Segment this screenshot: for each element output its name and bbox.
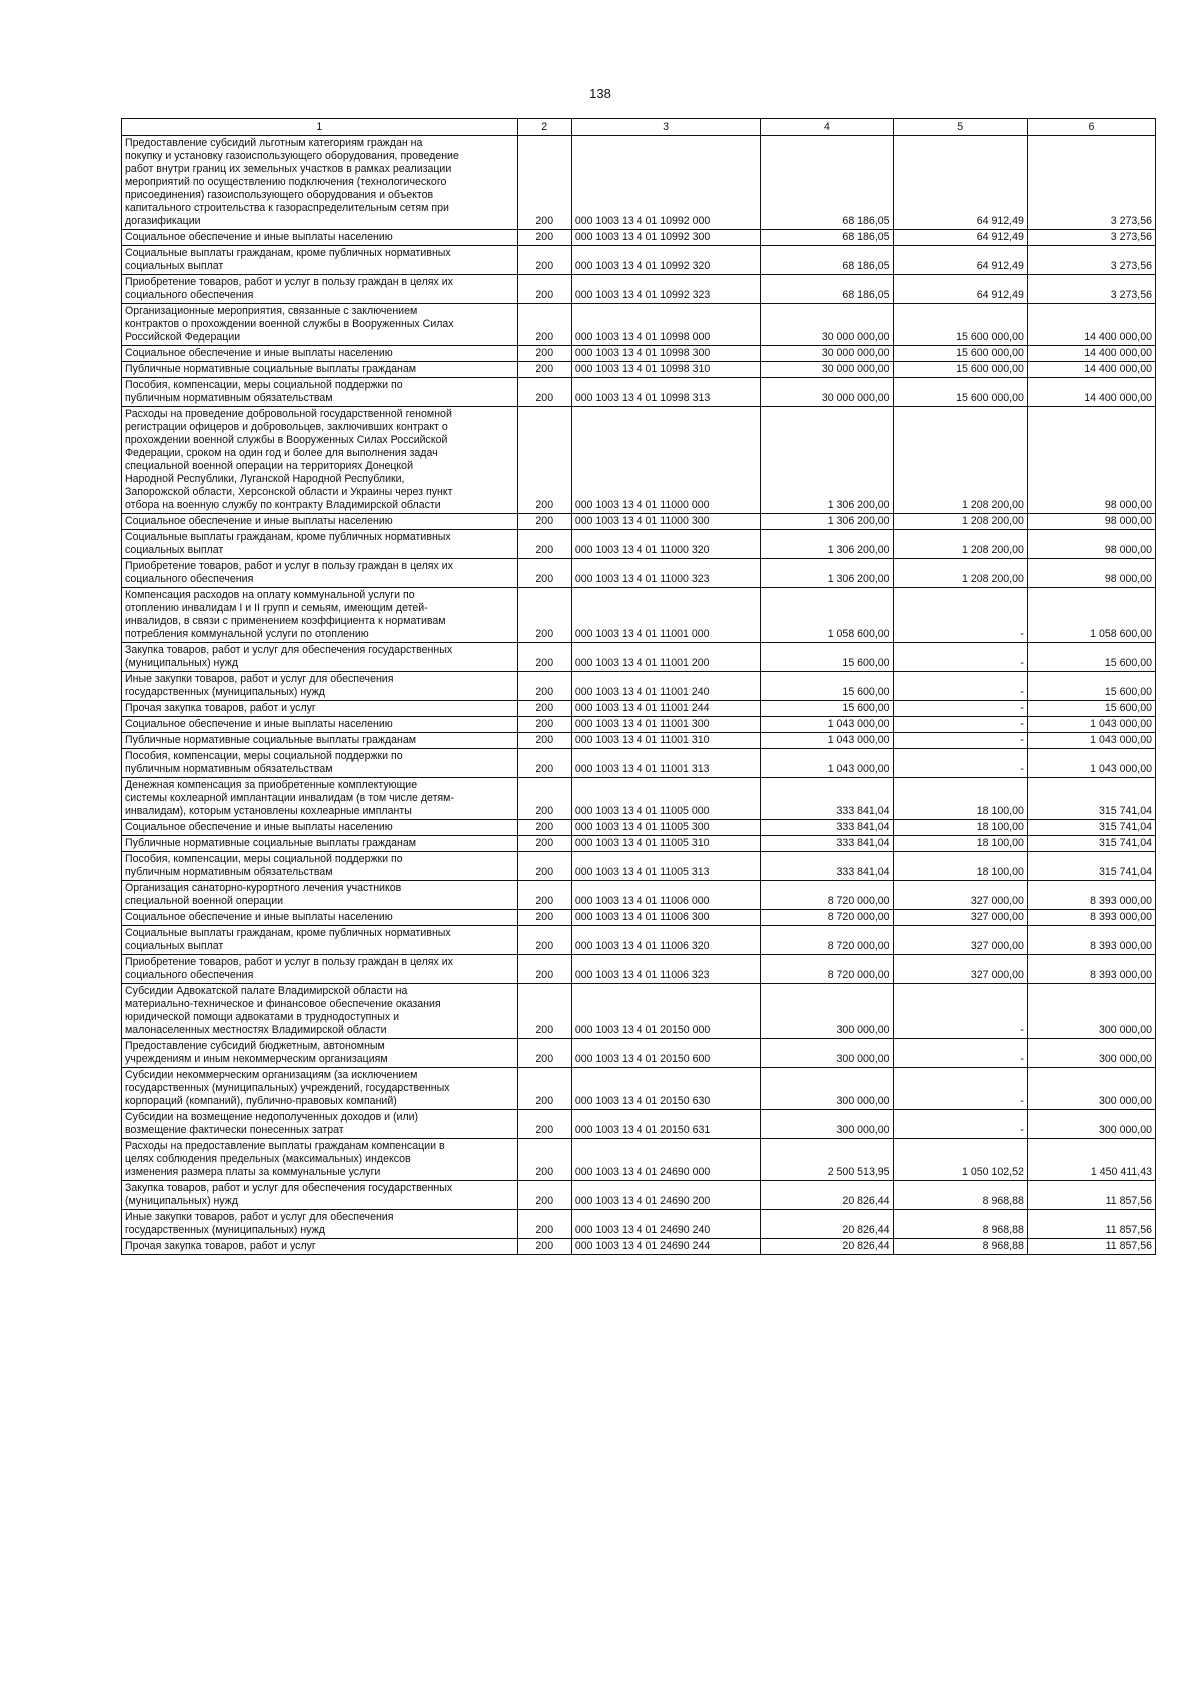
row-approved-amount: 1 306 200,00 bbox=[761, 407, 893, 514]
row-description: Публичные нормативные социальные выплаты гражданам bbox=[122, 836, 518, 852]
row-approved-amount: 68 186,05 bbox=[761, 230, 893, 246]
row-budget-code: 000 1003 13 4 01 11005 000 bbox=[571, 778, 761, 820]
row-line-code: 200 bbox=[517, 514, 571, 530]
row-budget-code: 000 1003 13 4 01 11005 313 bbox=[571, 852, 761, 881]
table-row bbox=[122, 362, 1156, 378]
table-row bbox=[122, 1239, 1156, 1255]
row-line-code: 200 bbox=[517, 717, 571, 733]
row-approved-amount: 68 186,05 bbox=[761, 275, 893, 304]
row-line-code: 200 bbox=[517, 836, 571, 852]
row-approved-amount: 333 841,04 bbox=[761, 778, 893, 820]
row-budget-code: 000 1003 13 4 01 10998 000 bbox=[571, 304, 761, 346]
row-description: Прочая закупка товаров, работ и услуг bbox=[122, 1239, 518, 1255]
table-row bbox=[122, 346, 1156, 362]
row-unexecuted-amount: 8 393 000,00 bbox=[1027, 955, 1155, 984]
row-description: Социальное обеспечение и иные выплаты населению bbox=[122, 514, 518, 530]
row-approved-amount: 333 841,04 bbox=[761, 852, 893, 881]
table-row bbox=[122, 1139, 1156, 1181]
row-line-code: 200 bbox=[517, 733, 571, 749]
row-description: Публичные нормативные социальные выплаты гражданам bbox=[122, 362, 518, 378]
row-description: Расходы на проведение добровольной государственной геномной регистрации офицеров и добровольцев, заключивших контракт о прохождении военной службы в Вооруженных Силах Российской Федерации, сроком на один год и более для выполнения задач специальной военной операции на территориях Донецкой Народной Республики, Луганской Народной Республики, Запорожской области, Херсонской области и Украины через пункт отбора на военную службу по контракту Владимирской области bbox=[122, 407, 518, 514]
row-line-code: 200 bbox=[517, 926, 571, 955]
row-approved-amount: 20 826,44 bbox=[761, 1239, 893, 1255]
row-approved-amount: 30 000 000,00 bbox=[761, 362, 893, 378]
row-description: Приобретение товаров, работ и услуг в пользу граждан в целях их социального обеспечения bbox=[122, 955, 518, 984]
row-line-code: 200 bbox=[517, 588, 571, 643]
row-executed-amount: 15 600 000,00 bbox=[893, 378, 1027, 407]
table-row bbox=[122, 304, 1156, 346]
row-executed-amount: 327 000,00 bbox=[893, 926, 1027, 955]
row-line-code: 200 bbox=[517, 1068, 571, 1110]
row-approved-amount: 300 000,00 bbox=[761, 1039, 893, 1068]
row-executed-amount: - bbox=[893, 1039, 1027, 1068]
row-approved-amount: 333 841,04 bbox=[761, 820, 893, 836]
row-executed-amount: - bbox=[893, 733, 1027, 749]
row-line-code: 200 bbox=[517, 559, 571, 588]
row-approved-amount: 15 600,00 bbox=[761, 643, 893, 672]
row-description: Закупка товаров, работ и услуг для обеспечения государственных (муниципальных) нужд bbox=[122, 643, 518, 672]
row-budget-code: 000 1003 13 4 01 11001 310 bbox=[571, 733, 761, 749]
row-unexecuted-amount: 14 400 000,00 bbox=[1027, 346, 1155, 362]
row-description: Пособия, компенсации, меры социальной поддержки по публичным нормативным обязательствам bbox=[122, 852, 518, 881]
row-line-code: 200 bbox=[517, 955, 571, 984]
row-budget-code: 000 1003 13 4 01 10992 000 bbox=[571, 136, 761, 230]
row-line-code: 200 bbox=[517, 1210, 571, 1239]
row-description: Социальное обеспечение и иные выплаты населению bbox=[122, 910, 518, 926]
row-budget-code: 000 1003 13 4 01 11000 320 bbox=[571, 530, 761, 559]
row-executed-amount: - bbox=[893, 1068, 1027, 1110]
row-approved-amount: 30 000 000,00 bbox=[761, 346, 893, 362]
row-executed-amount: 64 912,49 bbox=[893, 230, 1027, 246]
row-description: Иные закупки товаров, работ и услуг для обеспечения государственных (муниципальных) нужд bbox=[122, 1210, 518, 1239]
table-row bbox=[122, 1068, 1156, 1110]
header-cell: 6 bbox=[1027, 119, 1155, 136]
row-approved-amount: 300 000,00 bbox=[761, 1110, 893, 1139]
row-budget-code: 000 1003 13 4 01 10992 323 bbox=[571, 275, 761, 304]
table-row bbox=[122, 378, 1156, 407]
row-unexecuted-amount: 300 000,00 bbox=[1027, 1110, 1155, 1139]
row-line-code: 200 bbox=[517, 362, 571, 378]
row-budget-code: 000 1003 13 4 01 11005 300 bbox=[571, 820, 761, 836]
row-description: Организационные мероприятия, связанные с заключением контрактов о прохождении военной службы в Вооруженных Силах Российской Федерации bbox=[122, 304, 518, 346]
row-description: Иные закупки товаров, работ и услуг для обеспечения государственных (муниципальных) нужд bbox=[122, 672, 518, 701]
row-unexecuted-amount: 300 000,00 bbox=[1027, 1039, 1155, 1068]
row-line-code: 200 bbox=[517, 1181, 571, 1210]
row-budget-code: 000 1003 13 4 01 11006 323 bbox=[571, 955, 761, 984]
table-row bbox=[122, 749, 1156, 778]
row-description: Прочая закупка товаров, работ и услуг bbox=[122, 701, 518, 717]
row-unexecuted-amount: 14 400 000,00 bbox=[1027, 362, 1155, 378]
row-budget-code: 000 1003 13 4 01 24690 000 bbox=[571, 1139, 761, 1181]
row-budget-code: 000 1003 13 4 01 11006 320 bbox=[571, 926, 761, 955]
row-budget-code: 000 1003 13 4 01 11001 300 bbox=[571, 717, 761, 733]
row-approved-amount: 2 500 513,95 bbox=[761, 1139, 893, 1181]
row-unexecuted-amount: 3 273,56 bbox=[1027, 246, 1155, 275]
row-approved-amount: 20 826,44 bbox=[761, 1181, 893, 1210]
row-budget-code: 000 1003 13 4 01 11001 313 bbox=[571, 749, 761, 778]
row-unexecuted-amount: 315 741,04 bbox=[1027, 852, 1155, 881]
row-unexecuted-amount: 3 273,56 bbox=[1027, 275, 1155, 304]
row-line-code: 200 bbox=[517, 881, 571, 910]
table-row bbox=[122, 559, 1156, 588]
row-budget-code: 000 1003 13 4 01 11005 310 bbox=[571, 836, 761, 852]
row-executed-amount: 8 968,88 bbox=[893, 1181, 1027, 1210]
row-unexecuted-amount: 11 857,56 bbox=[1027, 1210, 1155, 1239]
table-row bbox=[122, 733, 1156, 749]
table-row bbox=[122, 778, 1156, 820]
row-executed-amount: 15 600 000,00 bbox=[893, 304, 1027, 346]
header-cell: 3 bbox=[571, 119, 761, 136]
row-line-code: 200 bbox=[517, 701, 571, 717]
row-approved-amount: 8 720 000,00 bbox=[761, 926, 893, 955]
row-executed-amount: 64 912,49 bbox=[893, 246, 1027, 275]
row-line-code: 200 bbox=[517, 820, 571, 836]
row-approved-amount: 30 000 000,00 bbox=[761, 378, 893, 407]
row-executed-amount: - bbox=[893, 701, 1027, 717]
row-description: Социальные выплаты гражданам, кроме публичных нормативных социальных выплат bbox=[122, 246, 518, 275]
budget-table bbox=[121, 118, 1156, 1255]
table-row bbox=[122, 1039, 1156, 1068]
row-budget-code: 000 1003 13 4 01 20150 631 bbox=[571, 1110, 761, 1139]
row-unexecuted-amount: 3 273,56 bbox=[1027, 230, 1155, 246]
row-line-code: 200 bbox=[517, 749, 571, 778]
row-line-code: 200 bbox=[517, 407, 571, 514]
row-line-code: 200 bbox=[517, 530, 571, 559]
table-row bbox=[122, 926, 1156, 955]
row-approved-amount: 15 600,00 bbox=[761, 701, 893, 717]
row-budget-code: 000 1003 13 4 01 11001 244 bbox=[571, 701, 761, 717]
row-executed-amount: 327 000,00 bbox=[893, 955, 1027, 984]
row-line-code: 200 bbox=[517, 852, 571, 881]
header-cell: 4 bbox=[761, 119, 893, 136]
row-description: Приобретение товаров, работ и услуг в пользу граждан в целях их социального обеспечения bbox=[122, 559, 518, 588]
table-row bbox=[122, 514, 1156, 530]
table-row bbox=[122, 1110, 1156, 1139]
header-cell: 1 bbox=[122, 119, 518, 136]
row-budget-code: 000 1003 13 4 01 11000 000 bbox=[571, 407, 761, 514]
row-unexecuted-amount: 1 058 600,00 bbox=[1027, 588, 1155, 643]
row-executed-amount: 8 968,88 bbox=[893, 1239, 1027, 1255]
row-line-code: 200 bbox=[517, 643, 571, 672]
row-budget-code: 000 1003 13 4 01 10998 313 bbox=[571, 378, 761, 407]
row-executed-amount: - bbox=[893, 643, 1027, 672]
table-row bbox=[122, 881, 1156, 910]
row-approved-amount: 8 720 000,00 bbox=[761, 881, 893, 910]
table-row bbox=[122, 836, 1156, 852]
row-unexecuted-amount: 315 741,04 bbox=[1027, 820, 1155, 836]
row-description: Расходы на предоставление выплаты гражданам компенсации в целях соблюдения предельных (максимальных) индексов изменения размера платы за коммунальные услуги bbox=[122, 1139, 518, 1181]
table-row bbox=[122, 643, 1156, 672]
table-row bbox=[122, 275, 1156, 304]
row-line-code: 200 bbox=[517, 346, 571, 362]
row-executed-amount: 1 208 200,00 bbox=[893, 407, 1027, 514]
row-description: Денежная компенсация за приобретенные комплектующие системы кохлеарной имплантации инвалидам (в том числе детям- инвалидам), которым установлены кохлеарные импланты bbox=[122, 778, 518, 820]
row-unexecuted-amount: 1 043 000,00 bbox=[1027, 733, 1155, 749]
row-budget-code: 000 1003 13 4 01 11001 200 bbox=[571, 643, 761, 672]
row-approved-amount: 8 720 000,00 bbox=[761, 955, 893, 984]
row-line-code: 200 bbox=[517, 230, 571, 246]
row-line-code: 200 bbox=[517, 1039, 571, 1068]
row-budget-code: 000 1003 13 4 01 11001 240 bbox=[571, 672, 761, 701]
row-approved-amount: 1 043 000,00 bbox=[761, 717, 893, 733]
row-description: Предоставление субсидий бюджетным, автономным учреждениям и иным некоммерческим организациям bbox=[122, 1039, 518, 1068]
row-unexecuted-amount: 1 043 000,00 bbox=[1027, 749, 1155, 778]
row-executed-amount: - bbox=[893, 984, 1027, 1039]
row-description: Социальное обеспечение и иные выплаты населению bbox=[122, 230, 518, 246]
row-executed-amount: 8 968,88 bbox=[893, 1210, 1027, 1239]
row-line-code: 200 bbox=[517, 136, 571, 230]
row-unexecuted-amount: 98 000,00 bbox=[1027, 559, 1155, 588]
table-row bbox=[122, 1181, 1156, 1210]
header-cell: 2 bbox=[517, 119, 571, 136]
row-executed-amount: - bbox=[893, 1110, 1027, 1139]
row-budget-code: 000 1003 13 4 01 20150 600 bbox=[571, 1039, 761, 1068]
row-description: Социальное обеспечение и иные выплаты населению bbox=[122, 346, 518, 362]
row-executed-amount: 64 912,49 bbox=[893, 275, 1027, 304]
row-budget-code: 000 1003 13 4 01 24690 244 bbox=[571, 1239, 761, 1255]
row-unexecuted-amount: 98 000,00 bbox=[1027, 530, 1155, 559]
row-line-code: 200 bbox=[517, 1239, 571, 1255]
row-line-code: 200 bbox=[517, 672, 571, 701]
row-budget-code: 000 1003 13 4 01 20150 000 bbox=[571, 984, 761, 1039]
row-unexecuted-amount: 98 000,00 bbox=[1027, 514, 1155, 530]
row-approved-amount: 1 043 000,00 bbox=[761, 749, 893, 778]
row-unexecuted-amount: 300 000,00 bbox=[1027, 984, 1155, 1039]
table-row bbox=[122, 530, 1156, 559]
row-approved-amount: 300 000,00 bbox=[761, 1068, 893, 1110]
row-executed-amount: 15 600 000,00 bbox=[893, 346, 1027, 362]
row-unexecuted-amount: 14 400 000,00 bbox=[1027, 378, 1155, 407]
row-description: Социальное обеспечение и иные выплаты населению bbox=[122, 820, 518, 836]
row-budget-code: 000 1003 13 4 01 10992 300 bbox=[571, 230, 761, 246]
row-unexecuted-amount: 15 600,00 bbox=[1027, 643, 1155, 672]
row-description: Организация санаторно-курортного лечения участников специальной военной операции bbox=[122, 881, 518, 910]
row-budget-code: 000 1003 13 4 01 10992 320 bbox=[571, 246, 761, 275]
row-budget-code: 000 1003 13 4 01 11000 300 bbox=[571, 514, 761, 530]
table-row bbox=[122, 407, 1156, 514]
row-approved-amount: 1 058 600,00 bbox=[761, 588, 893, 643]
row-description: Пособия, компенсации, меры социальной поддержки по публичным нормативным обязательствам bbox=[122, 378, 518, 407]
row-line-code: 200 bbox=[517, 1139, 571, 1181]
table-row bbox=[122, 910, 1156, 926]
row-unexecuted-amount: 315 741,04 bbox=[1027, 836, 1155, 852]
row-unexecuted-amount: 1 043 000,00 bbox=[1027, 717, 1155, 733]
row-approved-amount: 1 043 000,00 bbox=[761, 733, 893, 749]
table-row bbox=[122, 984, 1156, 1039]
table-body bbox=[122, 136, 1156, 1255]
row-unexecuted-amount: 15 600,00 bbox=[1027, 672, 1155, 701]
row-executed-amount: 327 000,00 bbox=[893, 881, 1027, 910]
row-executed-amount: 18 100,00 bbox=[893, 820, 1027, 836]
row-line-code: 200 bbox=[517, 778, 571, 820]
row-description: Компенсация расходов на оплату коммунальной услуги по отоплению инвалидам I и II групп и семьям, имеющим детей- инвалидов, в связи с применением коэффициента к нормативам потребления коммунальной услуги по отоплению bbox=[122, 588, 518, 643]
row-unexecuted-amount: 300 000,00 bbox=[1027, 1068, 1155, 1110]
row-approved-amount: 8 720 000,00 bbox=[761, 910, 893, 926]
row-description: Приобретение товаров, работ и услуг в пользу граждан в целях их социального обеспечения bbox=[122, 275, 518, 304]
row-unexecuted-amount: 8 393 000,00 bbox=[1027, 910, 1155, 926]
row-budget-code: 000 1003 13 4 01 24690 240 bbox=[571, 1210, 761, 1239]
row-budget-code: 000 1003 13 4 01 11000 323 bbox=[571, 559, 761, 588]
row-description: Субсидии некоммерческим организациям (за исключением государственных (муниципальных) учреждений, государственных корпораций (компаний), публично-правовых компаний) bbox=[122, 1068, 518, 1110]
row-budget-code: 000 1003 13 4 01 11006 000 bbox=[571, 881, 761, 910]
row-unexecuted-amount: 11 857,56 bbox=[1027, 1239, 1155, 1255]
row-budget-code: 000 1003 13 4 01 10998 310 bbox=[571, 362, 761, 378]
table-row bbox=[122, 588, 1156, 643]
row-budget-code: 000 1003 13 4 01 11001 000 bbox=[571, 588, 761, 643]
row-executed-amount: 15 600 000,00 bbox=[893, 362, 1027, 378]
row-line-code: 200 bbox=[517, 246, 571, 275]
row-unexecuted-amount: 1 450 411,43 bbox=[1027, 1139, 1155, 1181]
row-line-code: 200 bbox=[517, 1110, 571, 1139]
page-number: 138 bbox=[589, 86, 611, 101]
row-description: Социальные выплаты гражданам, кроме публичных нормативных социальных выплат bbox=[122, 530, 518, 559]
row-executed-amount: - bbox=[893, 588, 1027, 643]
row-approved-amount: 300 000,00 bbox=[761, 984, 893, 1039]
row-line-code: 200 bbox=[517, 304, 571, 346]
row-executed-amount: - bbox=[893, 717, 1027, 733]
row-budget-code: 000 1003 13 4 01 10998 300 bbox=[571, 346, 761, 362]
row-line-code: 200 bbox=[517, 984, 571, 1039]
row-executed-amount: 64 912,49 bbox=[893, 136, 1027, 230]
row-executed-amount: - bbox=[893, 672, 1027, 701]
row-approved-amount: 20 826,44 bbox=[761, 1210, 893, 1239]
row-description: Субсидии на возмещение недополученных доходов и (или) возмещение фактически понесенных затрат bbox=[122, 1110, 518, 1139]
table-header-row bbox=[122, 119, 1156, 136]
table-row bbox=[122, 852, 1156, 881]
row-unexecuted-amount: 8 393 000,00 bbox=[1027, 881, 1155, 910]
row-executed-amount: 1 208 200,00 bbox=[893, 559, 1027, 588]
row-description: Закупка товаров, работ и услуг для обеспечения государственных (муниципальных) нужд bbox=[122, 1181, 518, 1210]
row-approved-amount: 30 000 000,00 bbox=[761, 304, 893, 346]
row-executed-amount: 18 100,00 bbox=[893, 778, 1027, 820]
row-unexecuted-amount: 8 393 000,00 bbox=[1027, 926, 1155, 955]
row-approved-amount: 1 306 200,00 bbox=[761, 514, 893, 530]
row-line-code: 200 bbox=[517, 378, 571, 407]
row-unexecuted-amount: 11 857,56 bbox=[1027, 1181, 1155, 1210]
row-approved-amount: 68 186,05 bbox=[761, 246, 893, 275]
table-row bbox=[122, 717, 1156, 733]
row-unexecuted-amount: 315 741,04 bbox=[1027, 778, 1155, 820]
table-row bbox=[122, 955, 1156, 984]
row-description: Социальное обеспечение и иные выплаты населению bbox=[122, 717, 518, 733]
table-row bbox=[122, 136, 1156, 230]
row-description: Публичные нормативные социальные выплаты гражданам bbox=[122, 733, 518, 749]
row-line-code: 200 bbox=[517, 275, 571, 304]
row-executed-amount: 18 100,00 bbox=[893, 836, 1027, 852]
row-unexecuted-amount: 14 400 000,00 bbox=[1027, 304, 1155, 346]
table-row bbox=[122, 701, 1156, 717]
table-row bbox=[122, 672, 1156, 701]
table-row bbox=[122, 246, 1156, 275]
row-executed-amount: 327 000,00 bbox=[893, 910, 1027, 926]
row-line-code: 200 bbox=[517, 910, 571, 926]
row-executed-amount: 1 208 200,00 bbox=[893, 530, 1027, 559]
row-description: Пособия, компенсации, меры социальной поддержки по публичным нормативным обязательствам bbox=[122, 749, 518, 778]
row-unexecuted-amount: 98 000,00 bbox=[1027, 407, 1155, 514]
row-approved-amount: 1 306 200,00 bbox=[761, 559, 893, 588]
row-description: Социальные выплаты гражданам, кроме публичных нормативных социальных выплат bbox=[122, 926, 518, 955]
row-budget-code: 000 1003 13 4 01 24690 200 bbox=[571, 1181, 761, 1210]
header-cell: 5 bbox=[893, 119, 1027, 136]
row-approved-amount: 15 600,00 bbox=[761, 672, 893, 701]
row-executed-amount: - bbox=[893, 749, 1027, 778]
row-executed-amount: 1 050 102,52 bbox=[893, 1139, 1027, 1181]
row-budget-code: 000 1003 13 4 01 11006 300 bbox=[571, 910, 761, 926]
table-row bbox=[122, 820, 1156, 836]
row-budget-code: 000 1003 13 4 01 20150 630 bbox=[571, 1068, 761, 1110]
row-approved-amount: 68 186,05 bbox=[761, 136, 893, 230]
row-approved-amount: 333 841,04 bbox=[761, 836, 893, 852]
row-unexecuted-amount: 3 273,56 bbox=[1027, 136, 1155, 230]
row-description: Предоставление субсидий льготным категориям граждан на покупку и установку газоиспользующего оборудования, проведение работ внутри границ их земельных участков в рамках реализации мероприятий по осуществлению подключения (технологического присоединения) газоиспользующего оборудования и объектов капитального строительства к газораспределительным сетям при догазификации bbox=[122, 136, 518, 230]
row-description: Субсидии Адвокатской палате Владимирской области на материально-техническое и финансовое обеспечение оказания юридической помощи адвокатами в труднодоступных и малонаселенных местностях Владимирской области bbox=[122, 984, 518, 1039]
row-executed-amount: 1 208 200,00 bbox=[893, 514, 1027, 530]
table-row bbox=[122, 1210, 1156, 1239]
row-unexecuted-amount: 15 600,00 bbox=[1027, 701, 1155, 717]
table-row bbox=[122, 230, 1156, 246]
row-approved-amount: 1 306 200,00 bbox=[761, 530, 893, 559]
row-executed-amount: 18 100,00 bbox=[893, 852, 1027, 881]
